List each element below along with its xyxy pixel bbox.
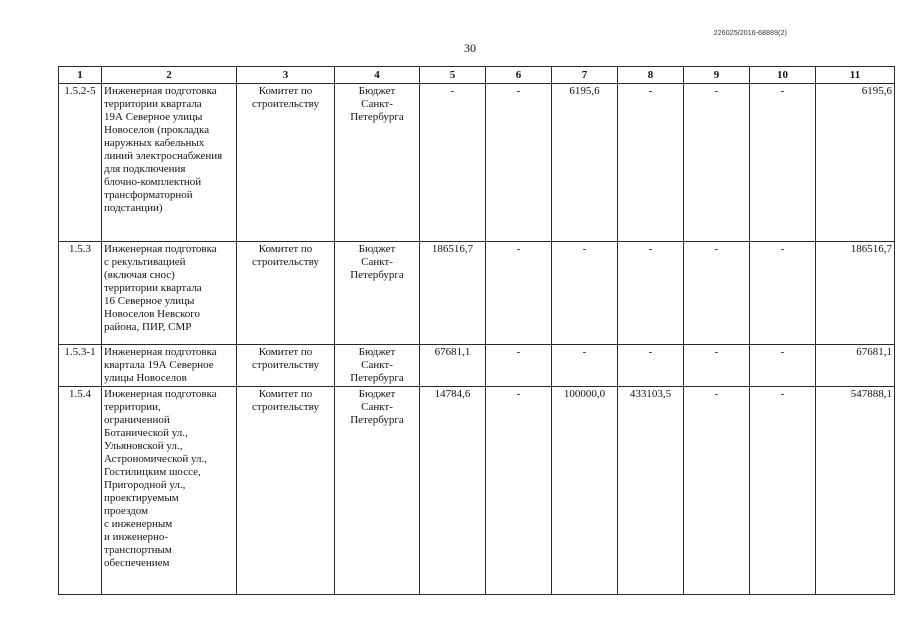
value-col-9: - [684,84,750,242]
header-cell-3: 3 [237,67,335,84]
value-col-10: - [750,242,816,345]
table-row [59,387,895,595]
value-col-10: - [750,84,816,242]
header-cell-6: 6 [486,67,552,84]
value-col-7: 100000,0 [552,387,618,595]
value-col-6: - [486,242,552,345]
item-funding-source: Бюджет Санкт- Петербурга [335,387,420,595]
item-executor: Комитет по строительству [237,242,335,345]
item-number: 1.5.2-5 [59,84,102,242]
table-row [59,242,895,345]
table-row [59,345,895,387]
value-col-10: - [750,345,816,387]
value-col-7: 6195,6 [552,84,618,242]
item-description: Инженерная подготовка территории квартала 19А Северное улицы Новоселов (прокладка наружных кабельных линий электроснабжения для подключения блочно-комплектной трансформаторной подстанции) [102,84,237,242]
header-cell-4: 4 [335,67,420,84]
value-col-6: - [486,345,552,387]
item-number: 1.5.3 [59,242,102,345]
header-cell-2: 2 [102,67,237,84]
value-col-10: - [750,387,816,595]
document-code: 226025/2016-68889(2) [713,30,787,37]
value-total: 67681,1 [816,345,895,387]
header-cell-5: 5 [420,67,486,84]
item-number: 1.5.3-1 [59,345,102,387]
item-funding-source: Бюджет Санкт- Петербурга [335,242,420,345]
item-executor: Комитет по строительству [237,345,335,387]
budget-table [58,66,895,595]
item-funding-source: Бюджет Санкт- Петербурга [335,345,420,387]
value-col-9: - [684,242,750,345]
value-col-6: - [486,387,552,595]
value-col-8: - [618,242,684,345]
value-col-7: - [552,345,618,387]
item-funding-source: Бюджет Санкт- Петербурга [335,84,420,242]
page-number: 30 [464,41,476,55]
item-executor: Комитет по строительству [237,84,335,242]
value-col-7: - [552,242,618,345]
item-number: 1.5.4 [59,387,102,595]
value-col-5: 67681,1 [420,345,486,387]
value-col-8: - [618,345,684,387]
header-cell-9: 9 [684,67,750,84]
value-col-5: 14784,6 [420,387,486,595]
value-total: 547888,1 [816,387,895,595]
header-cell-11: 11 [816,67,895,84]
value-col-8: - [618,84,684,242]
value-col-5: 186516,7 [420,242,486,345]
value-col-8: 433103,5 [618,387,684,595]
value-col-6: - [486,84,552,242]
value-col-9: - [684,345,750,387]
header-cell-8: 8 [618,67,684,84]
item-executor: Комитет по строительству [237,387,335,595]
item-description: Инженерная подготовка квартала 19А Северное улицы Новоселов [102,345,237,387]
header-cell-10: 10 [750,67,816,84]
header-cell-1: 1 [59,67,102,84]
value-col-5: - [420,84,486,242]
value-total: 6195,6 [816,84,895,242]
header-cell-7: 7 [552,67,618,84]
item-description: Инженерная подготовка с рекультивацией (включая снос) территории квартала 16 Северное улицы Новоселов Невского района, ПИР, СМР [102,242,237,345]
table-row [59,84,895,242]
item-description: Инженерная подготовка территории, ограниченной Ботанической ул., Ульяновской ул., Астрономической ул., Гостилицким шоссе, Пригородной ул., проектируемым проездом с инженерным и инженерно- транспортным обеспечением [102,387,237,595]
value-col-9: - [684,387,750,595]
value-total: 186516,7 [816,242,895,345]
header-row [59,67,895,84]
